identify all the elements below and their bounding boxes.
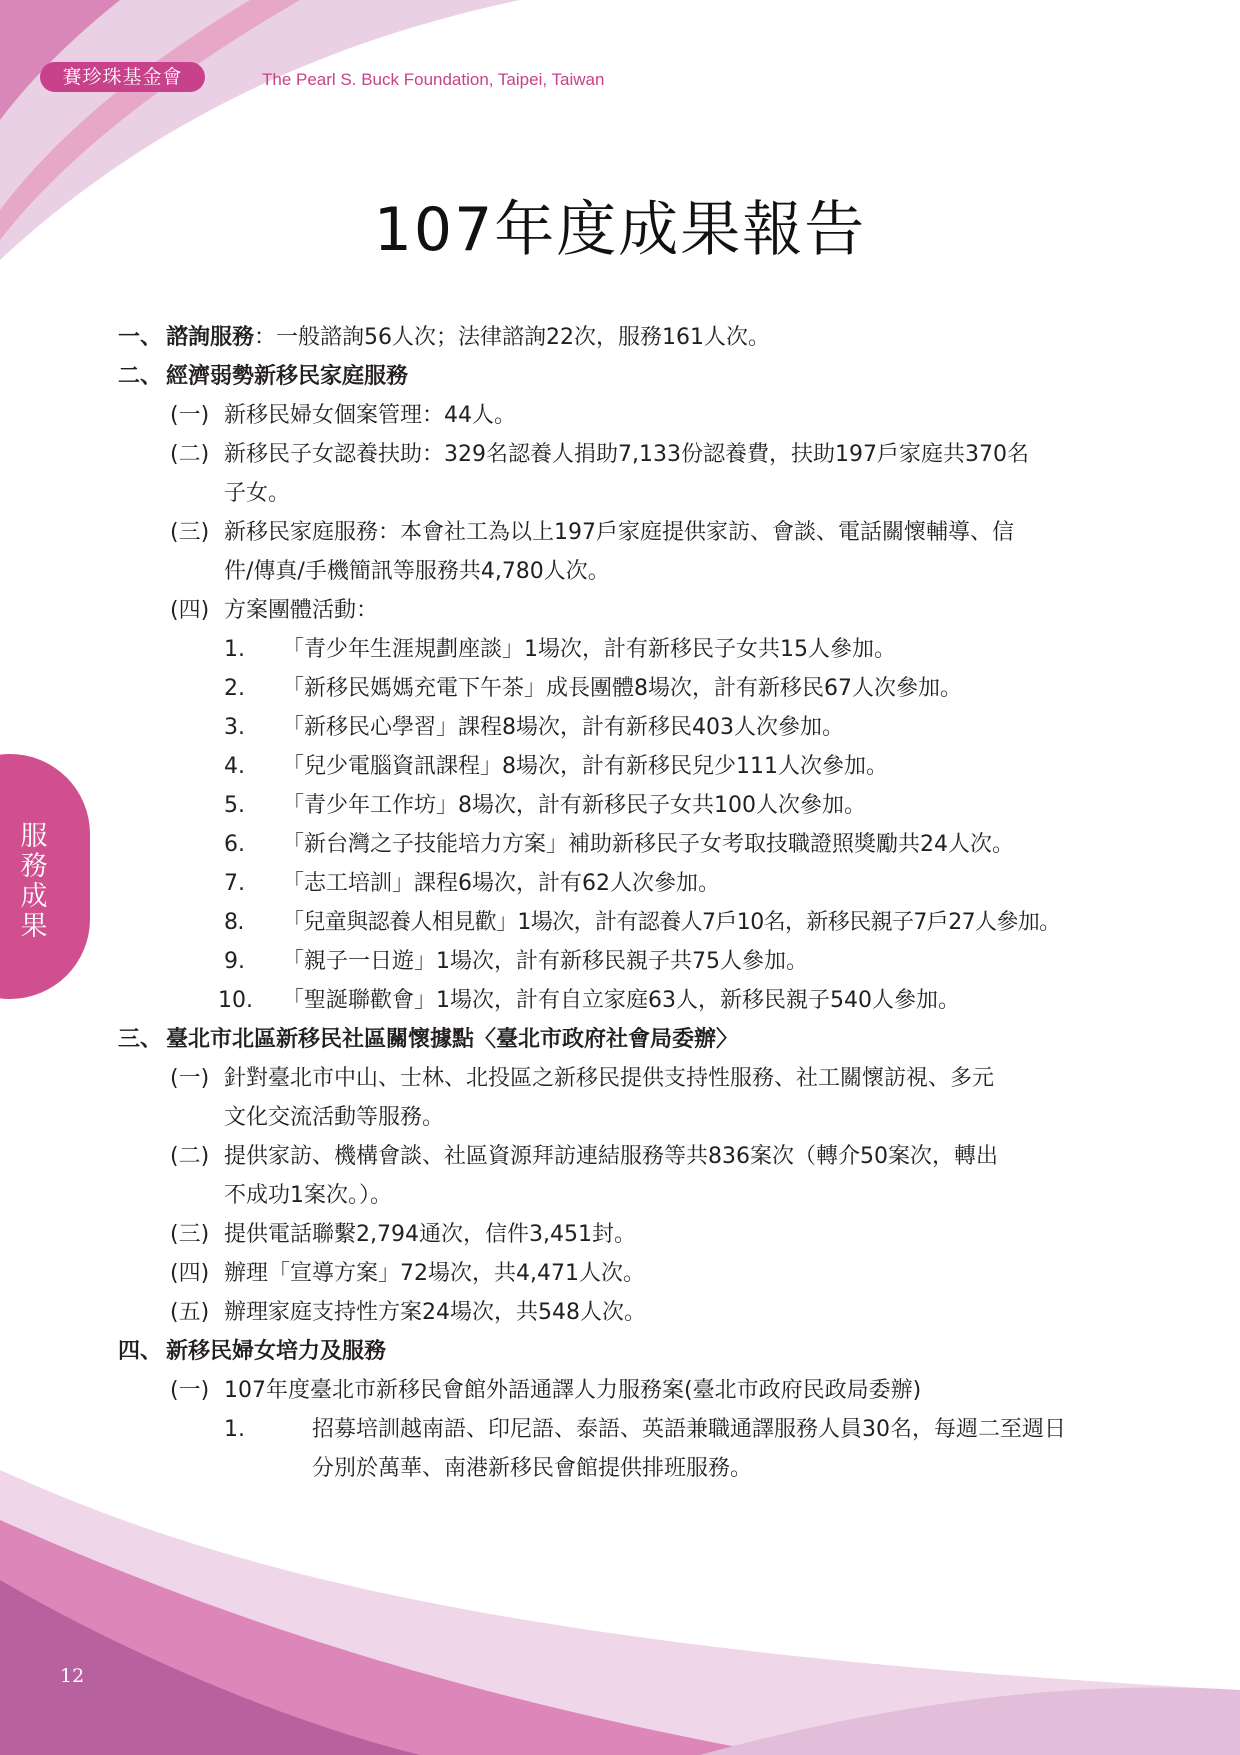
item-text: 方案團體活動： <box>224 598 379 623</box>
list-item <box>118 435 1128 513</box>
report-body <box>118 318 1128 1488</box>
item-text: 新移民婦女個案管理：44人。 <box>224 403 516 428</box>
activity-item <box>118 981 1128 1020</box>
activity-text: 「聖誕聯歡會」1場次，計有自立家庭63人，新移民親子540人參加。 <box>282 988 960 1013</box>
activity-marker: 4. <box>224 754 245 779</box>
list-item <box>118 1215 1128 1254</box>
section-heading: 新移民婦女培力及服務 <box>166 1339 387 1364</box>
item-marker: (三) <box>170 1222 210 1247</box>
section-1 <box>118 318 1128 357</box>
activity-item <box>118 942 1128 981</box>
activity-marker: 3. <box>224 715 245 740</box>
section-marker: 一、 <box>118 325 163 350</box>
list-item <box>118 513 1128 591</box>
item-marker: (一) <box>170 1066 210 1091</box>
list-item <box>118 1059 1128 1137</box>
item-text-line: 件/傳真/手機簡訊等服務共4,780人次。 <box>224 559 610 584</box>
activity-item <box>118 903 1128 942</box>
item-marker: 1. <box>224 1417 245 1442</box>
item-text-line: 針對臺北市中山、士林、北投區之新移民提供支持性服務、社工關懷訪視、多元 <box>224 1066 995 1091</box>
side-section-label: 服務成果 <box>20 821 48 942</box>
activity-item <box>118 747 1128 786</box>
activity-text: 「新移民媽媽充電下午茶」成長團體8場次，計有新移民67人次參加。 <box>282 676 962 701</box>
section-marker: 二、 <box>118 364 163 389</box>
activity-marker: 10. <box>218 988 253 1013</box>
activity-marker: 9. <box>224 949 245 974</box>
section-heading: 臺北市北區新移民社區關懷據點〈臺北市政府社會局委辦〉 <box>166 1027 739 1052</box>
list-subitem <box>118 1410 1128 1488</box>
item-text-line: 子女。 <box>224 481 291 506</box>
list-item <box>118 1137 1128 1215</box>
section-marker: 三、 <box>118 1027 163 1052</box>
item-marker: (四) <box>170 1261 210 1286</box>
item-marker: (二) <box>170 1144 210 1169</box>
item-text-line: 招募培訓越南語、印尼語、泰語、英語兼職通譯服務人員30名，每週二至週日 <box>312 1417 1066 1442</box>
activity-item <box>118 786 1128 825</box>
page-number: 12 <box>60 1665 85 1687</box>
activity-item <box>118 669 1128 708</box>
section-3 <box>118 1020 1128 1059</box>
page-title: 107年度成果報告 <box>373 195 867 266</box>
section-2 <box>118 357 1128 396</box>
item-text: 辦理家庭支持性方案24場次，共548人次。 <box>224 1300 646 1325</box>
activity-marker: 7. <box>224 871 245 896</box>
activity-marker: 1. <box>224 637 245 662</box>
list-item <box>118 591 1128 630</box>
item-marker: (一) <box>170 403 210 428</box>
activity-item <box>118 825 1128 864</box>
item-marker: (四) <box>170 598 210 623</box>
section-text: ：一般諮詢56人次；法律諮詢22次，服務161人次。 <box>254 325 770 350</box>
list-item <box>118 1293 1128 1332</box>
activity-text: 「兒少電腦資訊課程」8場次，計有新移民兒少111人次參加。 <box>282 754 888 779</box>
item-text-line: 不成功1案次。）。 <box>224 1183 392 1208</box>
item-text: 提供電話聯繫2,794通次，信件3,451封。 <box>224 1222 636 1247</box>
activity-text: 「青少年工作坊」8場次，計有新移民子女共100人次參加。 <box>282 793 866 818</box>
activity-text: 「新台灣之子技能培力方案」補助新移民子女考取技職證照獎勵共24人次。 <box>282 832 1014 857</box>
item-marker: (一) <box>170 1378 210 1403</box>
item-text-line: 新移民家庭服務：本會社工為以上197戶家庭提供家訪、會談、電話關懷輔導、信 <box>224 520 1014 545</box>
activity-marker: 5. <box>224 793 245 818</box>
list-item <box>118 1371 1128 1410</box>
activity-marker: 6. <box>224 832 245 857</box>
item-text: 辦理「宣導方案」72場次，共4,471人次。 <box>224 1261 645 1286</box>
item-text: 107年度臺北市新移民會館外語通譯人力服務案(臺北市政府民政局委辦) <box>224 1378 922 1403</box>
item-text-line: 文化交流活動等服務。 <box>224 1105 445 1130</box>
activity-marker: 8. <box>224 910 244 935</box>
section-marker: 四、 <box>118 1339 163 1364</box>
org-name-english: The Pearl S. Buck Foundation, Taipei, Taiwan <box>262 70 605 89</box>
activity-item <box>118 708 1128 747</box>
section-4 <box>118 1332 1128 1371</box>
activity-item <box>118 630 1128 669</box>
section-heading: 經濟弱勢新移民家庭服務 <box>166 364 409 389</box>
item-marker: (五) <box>170 1300 210 1325</box>
activity-text: 「新移民心學習」課程8場次，計有新移民403人次參加。 <box>282 715 844 740</box>
item-text-line: 新移民子女認養扶助：329名認養人捐助7,133份認養費，扶助197戶家庭共370名 <box>224 442 1029 467</box>
org-name-badge: 賽珍珠基金會 <box>40 62 205 92</box>
activity-marker: 2. <box>224 676 245 701</box>
section-heading: 諮詢服務 <box>166 325 255 350</box>
activity-text: 「兒童與認養人相見歡」1場次，計有認養人7戶10名，新移民親子7戶27人參加。 <box>282 910 1061 935</box>
activity-text: 「志工培訓」課程6場次，計有62人次參加。 <box>282 871 720 896</box>
item-text-line: 分別於萬華、南港新移民會館提供排班服務。 <box>312 1456 753 1481</box>
list-item <box>118 1254 1128 1293</box>
activity-item <box>118 864 1128 903</box>
activity-text: 「青少年生涯規劃座談」1場次，計有新移民子女共15人參加。 <box>282 637 896 662</box>
item-text-line: 提供家訪、機構會談、社區資源拜訪連結服務等共836案次（轉介50案次，轉出 <box>224 1144 998 1169</box>
item-marker: (二) <box>170 442 210 467</box>
item-marker: (三) <box>170 520 210 545</box>
activity-text: 「親子一日遊」1場次，計有新移民親子共75人參加。 <box>282 949 808 974</box>
list-item <box>118 396 1128 435</box>
